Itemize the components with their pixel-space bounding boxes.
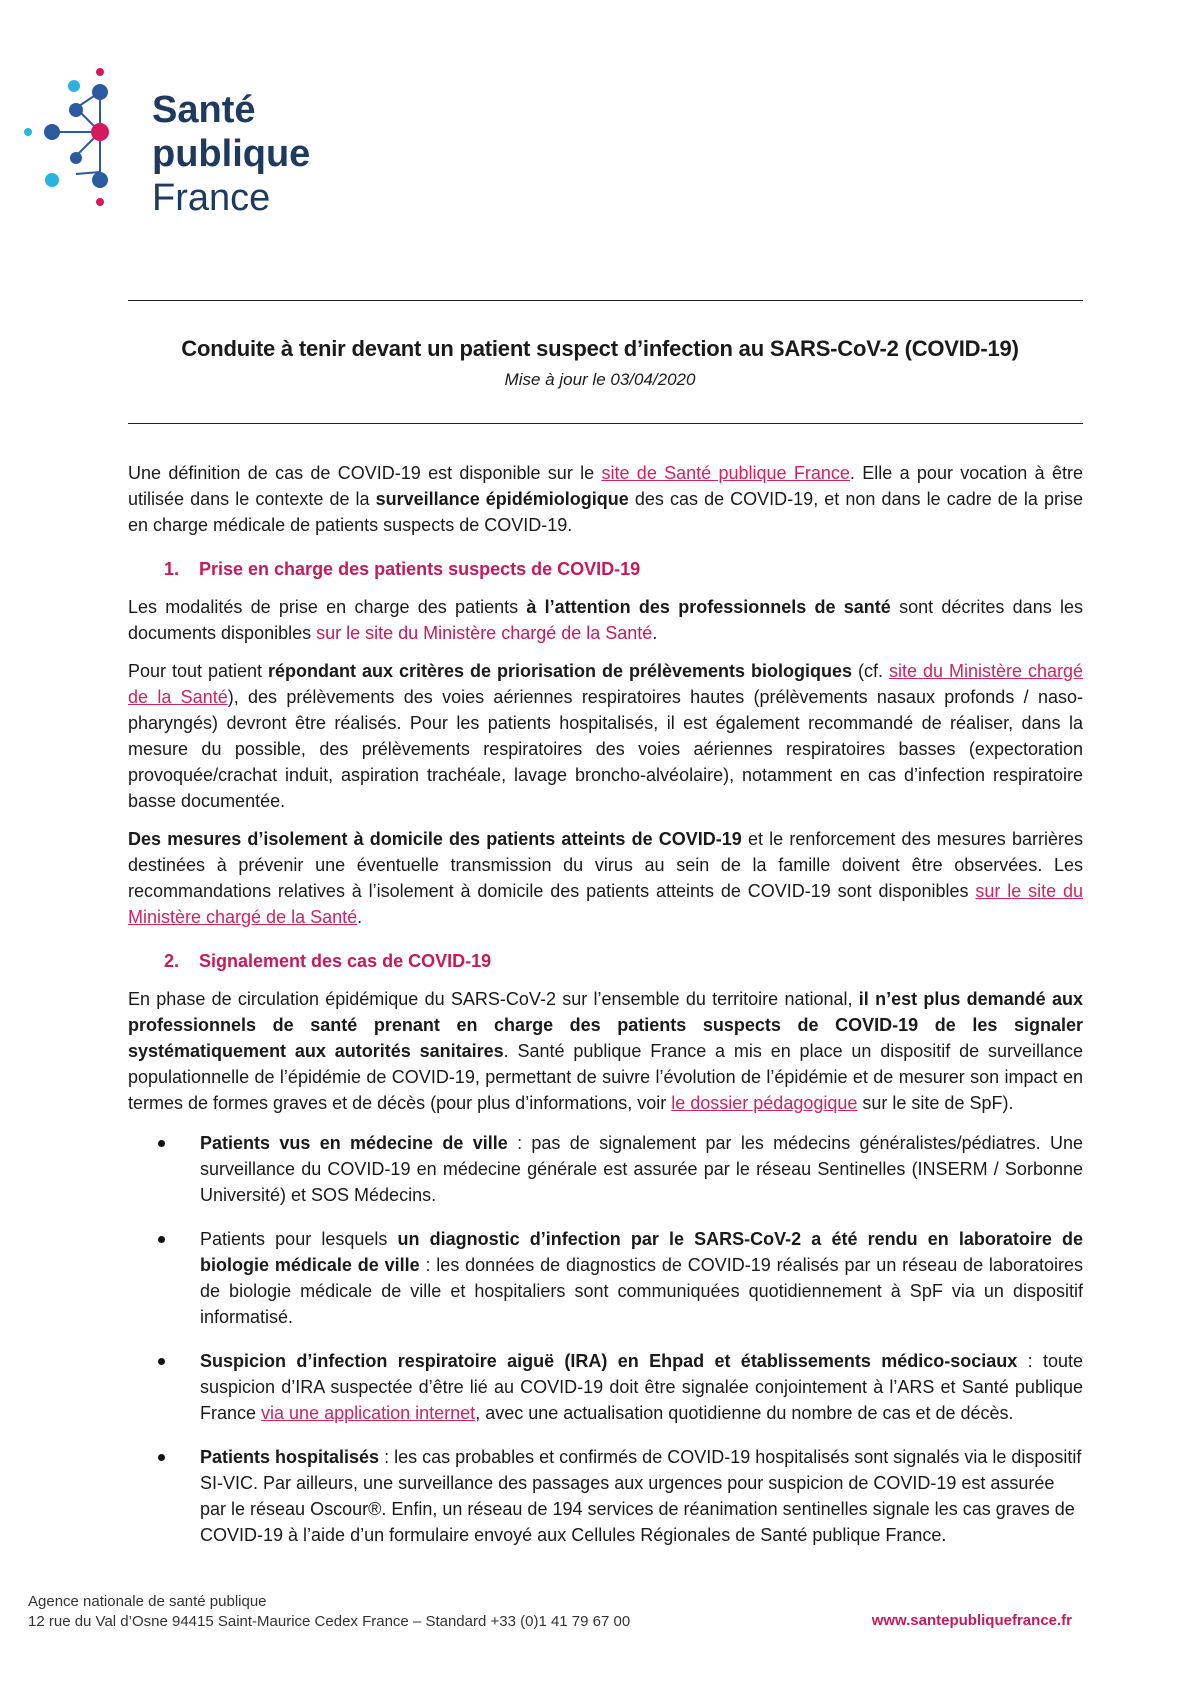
link-ministere-3[interactable]: sur le site du Ministère chargé de la Santé — [128, 881, 1083, 927]
bullet-icon — [158, 1454, 165, 1461]
footer-contact: 12 rue du Val d’Osne 94415 Saint-Maurice Cedex France – Standard +33 (0)1 41 79 67 00 — [28, 1613, 631, 1630]
bullet-icon — [158, 1140, 165, 1147]
link-dossier-pedagogique[interactable]: le dossier pédagogique — [671, 1093, 858, 1113]
section-2-paragraph-1: En phase de circulation épidémique du SARS-CoV-2 sur l’ensemble du territoire national, il n’est plus demandé aux professionnels de santé prenant en charge des patients suspects de COVID-19 de les signaler systématiquement aux autorités sanitaires. Santé publique France a mis en place un dispositif de surveillance populationnelle de l’épidémie de COVID-19, permettant de suivre l’évolution de l’épidémie et de mesurer son impact en termes de formes graves et de décès (pour plus d’informations, voir le dossier pédagogique sur le site de SpF). — [128, 989, 1084, 1113]
list-item: Suspicion d’infection respiratoire aiguë (IRA) en Ehpad et établissements médico-sociaux : toute suspicion d’IRA suspectée d’être lié au COVID-19 doit être signalée conjointement à l’ARS et Santé publique France via une application internet, avec une actualisation quotidienne du nombre de cas et de décès. — [128, 1348, 1083, 1426]
bottom-divider — [128, 423, 1083, 424]
logo-line-3: France — [152, 177, 271, 219]
link-ministere-1[interactable]: sur le site du Ministère chargé de la Santé — [316, 623, 653, 643]
section-1-heading: 1. Prise en charge des patients suspects de COVID-19 — [164, 559, 641, 579]
list-item: Patients hospitalisés : les cas probables et confirmés de COVID-19 hospitalisés sont signalés via le dispositif SI-VIC. Par ailleurs, une surveillance des passages aux urgences pour suspicion de COVID-19 est assurée par le réseau Oscour®. Enfin, un réseau de 194 services de réanimation sentinelles signale les cas graves de COVID-19 à l’aide d’un formulaire envoyé aux Cellules Régionales de Santé publique France. — [128, 1444, 1083, 1548]
bullet-icon — [158, 1236, 165, 1243]
logo-line-2: publique — [152, 133, 311, 175]
logo-line-1: Santé — [152, 89, 256, 131]
section-2-heading: 2. Signalement des cas de COVID-19 — [164, 951, 492, 971]
section-1-paragraph-3: Des mesures d’isolement à domicile des patients atteints de COVID-19 et le renforcement des mesures barrières destinées à prévenir une éventuelle transmission du virus au sein de la famille doivent être observées. Les recommandations relatives à l’isolement à domicile des patients atteints de COVID-19 sont disponibles sur le site du Ministère chargé de la Santé. — [128, 829, 1083, 927]
link-spf-site[interactable]: site de Santé publique France — [601, 463, 850, 483]
logo-dots-icon — [22, 66, 142, 226]
section-1-paragraph-2: Pour tout patient répondant aux critères de priorisation de prélèvements biologiques (cf. site du Ministère chargé de la Santé), des prélèvements des voies aériennes respiratoires hautes (prélèvements nasaux profonds / naso-pharyngés) devront être réalisés. Pour les patients hospitalisés, il est également recommandé de réaliser, dans la mesure du possible, des prélèvements respiratoires des voies aériennes respiratoires basses (expectoration provoquée/crachat induit, aspiration trachéale, lavage broncho-alvéolaire), notamment en cas d’infection respiratoire basse documentée. — [128, 661, 1083, 811]
list-item: Patients vus en médecine de ville : pas de signalement par les médecins généralistes/pédiatres. Une surveillance du COVID-19 en médecine générale est assurée par le réseau Sentinelles (INSERM / Sorbonne Université) et SOS Médecins. — [128, 1130, 1083, 1208]
footer-agency: Agence nationale de santé publique — [28, 1593, 267, 1610]
section-1-paragraph-1: Les modalités de prise en charge des patients à l’attention des professionnels de santé sont décrites dans les documents disponibles sur le site du Ministère chargé de la Santé. — [128, 597, 1083, 643]
footer-website-link[interactable]: www.santepubliquefrance.fr — [871, 1612, 1072, 1629]
bullet-icon — [158, 1358, 165, 1365]
logo — [22, 66, 322, 236]
intro-paragraph: Une définition de cas de COVID-19 est disponible sur le site de Santé publique France. Elle a pour vocation à être utilisée dans le contexte de la surveillance épidémiologique des cas de COVID-19, et non dans le cadre de la prise en charge médicale de patients suspects de COVID-19. — [128, 463, 1084, 535]
list-item: Patients pour lesquels un diagnostic d’infection par le SARS-CoV-2 a été rendu en laboratoire de biologie médicale de ville : les données de diagnostics de COVID-19 réalisés par un réseau de laboratoires de biologie médicale de ville et hospitaliers sont communiquées quotidiennement à SpF via un dispositif informatisé. — [128, 1226, 1083, 1330]
document-title: Conduite à tenir devant un patient suspect d’infection au SARS-CoV-2 (COVID-19) — [181, 336, 1019, 361]
document-body — [128, 460, 1083, 1566]
top-divider — [128, 300, 1083, 301]
footer-address — [28, 1592, 630, 1632]
update-date: Mise à jour le 03/04/2020 — [504, 370, 696, 389]
reporting-list — [128, 1130, 1083, 1548]
link-ministere-2[interactable]: site du Ministère chargé de la Santé — [128, 661, 1083, 707]
link-application-internet[interactable]: via une application internet — [261, 1403, 476, 1423]
